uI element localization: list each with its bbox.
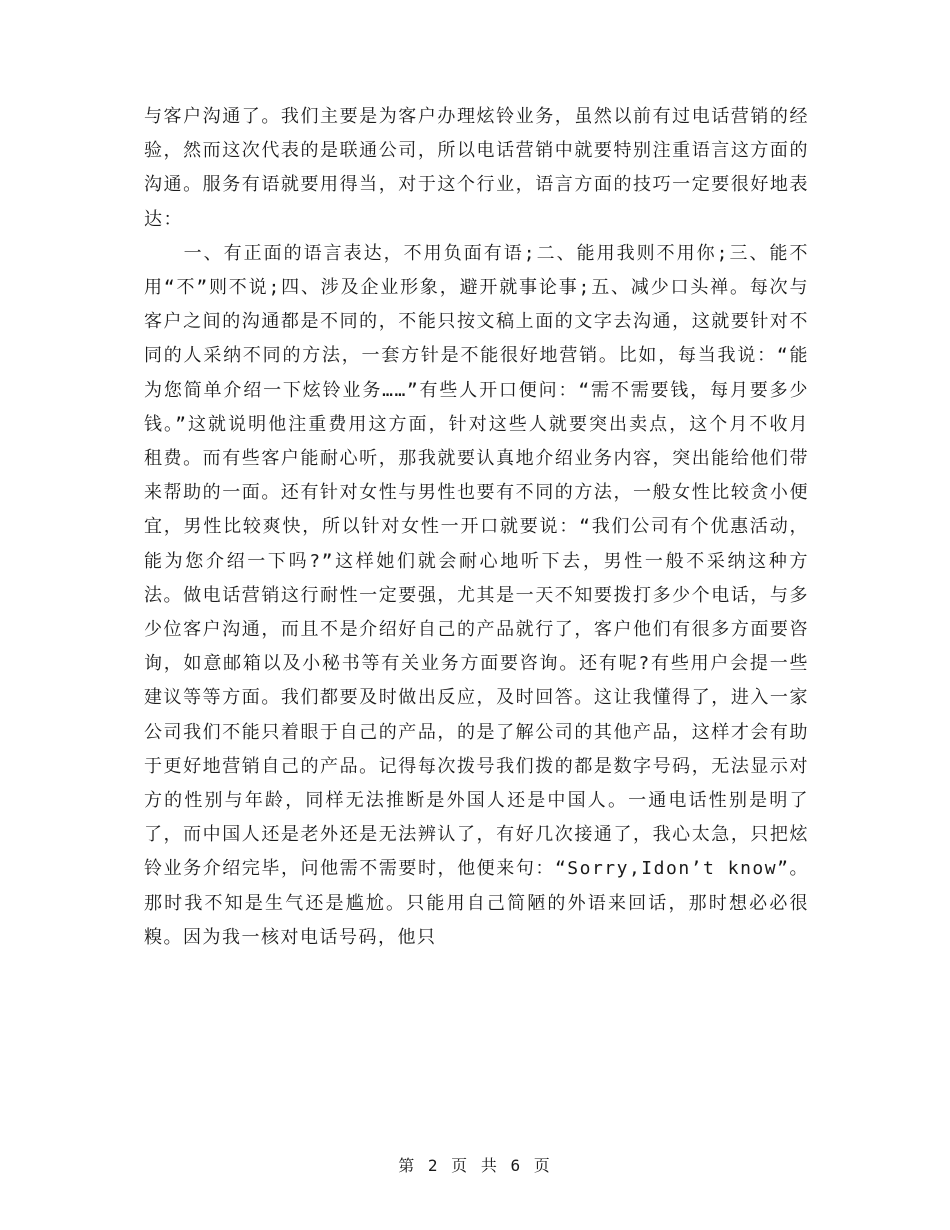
paragraph-2: 一、有正面的语言表达，不用负面有语;二、能用我则不用你;三、能不用“不”则不说;四、涉及企业形象，避开就事论事;五、减少口头禅。每次与客户之间的沟通都是不同的，不能只按文稿上面的文字去沟通，这就要针对不同的人采纳不同的方法，一套方针是不能很好地营销。比如，每当我说：“能为您简单介绍一下炫铃业务……”有些人开口便问：“需不需要钱，每月要多少钱。”这就说明他注重费用这方面，针对这些人就要突出卖点，这个月不收月租费。而有些客户能耐心听，那我就要认真地介绍业务内容，突出能给他们带来帮助的一面。还有针对女性与男性也要有不同的方法，一般女性比较贪小便宜，男性比较爽快，所以针对女性一开口就要说：“我们公司有个优惠活动，能为您介绍一下吗?”这样她们就会耐心地听下去，男性一般不采纳这种方法。做电话营销这行耐性一定要强，尤其是一天不知要拨打多少个电话，与多少位客户沟通，而且不是介绍好自己的产品就行了，客户他们有很多方面要咨询，如意邮箱以及小秘书等有关业务方面要咨询。还有呢?有些用户会提一些建议等等方面。我们都要及时做出反应，及时回答。这让我懂得了，进入一家公司我们不能只着眼于自己的产品，的是了解公司的其他产品，这样才会有助于更好地营销自己的产品。记得每次拨号我们拨的都是数字号码，无法显示对方的性别与年龄，同样无法推断是外国人还是中国人。一通电话性别是明了了，而中国人还是老外还是无法辨认了，有好几次接通了，我心太急，只把炫铃业务介绍完毕，问他需不需要时，他便来句：“Sorry,Idon’t know”。那时我不知是生气还是尴尬。只能用自己简陋的外语来回话，那时想必必很糗。因为我一核对电话号码，他只 (144, 242, 809, 948)
document-body (144, 100, 809, 955)
page-number-footer: 第 2 页 共 6 页 (398, 1156, 552, 1175)
paragraph-1: 与客户沟通了。我们主要是为客户办理炫铃业务，虽然以前有过电话营销的经验，然而这次代表的是联通公司，所以电话营销中就要特别注重语言这方面的沟通。服务有语就要用得当，对于这个行业，语言方面的技巧一定要很好地表达： (144, 106, 809, 230)
